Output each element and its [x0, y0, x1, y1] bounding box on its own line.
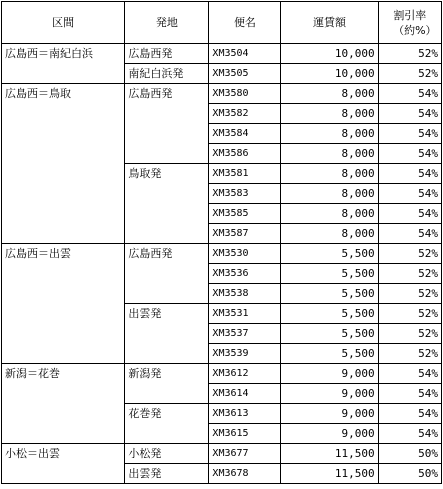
discount-cell: 54% — [378, 84, 441, 104]
route-cell: 新潟＝花巻 — [2, 364, 125, 444]
fare-cell: 5,500 — [281, 264, 378, 284]
train-cell: XM3530 — [209, 244, 281, 264]
train-cell: XM3539 — [209, 344, 281, 364]
origin-cell: 新潟発 — [125, 364, 209, 404]
discount-cell: 52% — [378, 264, 441, 284]
train-cell: XM3583 — [209, 184, 281, 204]
train-cell: XM3537 — [209, 324, 281, 344]
fare-table — [1, 1, 442, 484]
train-cell: XM3584 — [209, 124, 281, 144]
fare-cell: 5,500 — [281, 344, 378, 364]
discount-cell: 54% — [378, 144, 441, 164]
header-fare: 運賃額 — [281, 2, 378, 44]
fare-cell: 10,000 — [281, 44, 378, 64]
fare-cell: 8,000 — [281, 164, 378, 184]
train-cell: XM3585 — [209, 204, 281, 224]
header-discount — [378, 2, 441, 44]
header-origin: 発地 — [125, 2, 209, 44]
route-cell: 広島西＝鳥取 — [2, 84, 125, 244]
train-cell: XM3504 — [209, 44, 281, 64]
train-cell: XM3612 — [209, 364, 281, 384]
origin-cell: 花巻発 — [125, 404, 209, 444]
discount-cell: 54% — [378, 184, 441, 204]
fare-cell: 5,500 — [281, 284, 378, 304]
train-cell: XM3582 — [209, 104, 281, 124]
discount-cell: 52% — [378, 304, 441, 324]
discount-cell: 54% — [378, 364, 441, 384]
fare-cell: 11,500 — [281, 444, 378, 464]
route-cell: 広島西＝南紀白浜 — [2, 44, 125, 84]
origin-cell: 出雲発 — [125, 464, 209, 484]
fare-cell: 5,500 — [281, 304, 378, 324]
fare-cell: 8,000 — [281, 184, 378, 204]
header-train: 便名 — [209, 2, 281, 44]
discount-cell: 54% — [378, 104, 441, 124]
discount-cell: 54% — [378, 224, 441, 244]
train-cell: XM3536 — [209, 264, 281, 284]
fare-cell: 5,500 — [281, 244, 378, 264]
discount-cell: 54% — [378, 164, 441, 184]
header-route: 区間 — [2, 2, 125, 44]
fare-cell: 9,000 — [281, 364, 378, 384]
train-cell: XM3531 — [209, 304, 281, 324]
table-row — [2, 364, 442, 384]
train-cell: XM3538 — [209, 284, 281, 304]
discount-cell: 54% — [378, 404, 441, 424]
train-cell: XM3581 — [209, 164, 281, 184]
fare-cell: 8,000 — [281, 204, 378, 224]
header-row — [2, 2, 442, 44]
fare-cell: 8,000 — [281, 84, 378, 104]
train-cell: XM3580 — [209, 84, 281, 104]
origin-cell: 出雲発 — [125, 304, 209, 364]
table-row — [2, 44, 442, 64]
fare-cell: 8,000 — [281, 124, 378, 144]
discount-cell: 52% — [378, 284, 441, 304]
table-row — [2, 444, 442, 464]
discount-cell: 50% — [378, 444, 441, 464]
discount-cell: 52% — [378, 324, 441, 344]
discount-cell: 54% — [378, 124, 441, 144]
origin-cell: 広島西発 — [125, 84, 209, 164]
origin-cell: 広島西発 — [125, 44, 209, 64]
origin-cell: 南紀白浜発 — [125, 64, 209, 84]
train-cell: XM3615 — [209, 424, 281, 444]
train-cell: XM3613 — [209, 404, 281, 424]
table-row — [2, 244, 442, 264]
train-cell: XM3678 — [209, 464, 281, 484]
discount-cell: 54% — [378, 204, 441, 224]
fare-cell: 8,000 — [281, 104, 378, 124]
fare-cell: 8,000 — [281, 224, 378, 244]
train-cell: XM3677 — [209, 444, 281, 464]
fare-cell: 8,000 — [281, 144, 378, 164]
discount-cell: 50% — [378, 464, 441, 484]
fare-cell: 9,000 — [281, 404, 378, 424]
discount-cell: 52% — [378, 244, 441, 264]
route-cell: 広島西＝出雲 — [2, 244, 125, 364]
origin-cell: 小松発 — [125, 444, 209, 464]
train-cell: XM3586 — [209, 144, 281, 164]
header-discount-label: 割引率 — [393, 8, 427, 22]
train-cell: XM3587 — [209, 224, 281, 244]
header-discount-unit: （約%） — [393, 23, 437, 37]
fare-cell: 10,000 — [281, 64, 378, 84]
origin-cell: 広島西発 — [125, 244, 209, 304]
table-row — [2, 84, 442, 104]
route-cell: 小松＝出雲 — [2, 444, 125, 484]
discount-cell: 54% — [378, 384, 441, 404]
discount-cell: 52% — [378, 64, 441, 84]
fare-cell: 5,500 — [281, 324, 378, 344]
discount-cell: 52% — [378, 44, 441, 64]
train-cell: XM3614 — [209, 384, 281, 404]
origin-cell: 鳥取発 — [125, 164, 209, 244]
discount-cell: 52% — [378, 344, 441, 364]
discount-cell: 54% — [378, 424, 441, 444]
fare-cell: 9,000 — [281, 424, 378, 444]
fare-cell: 11,500 — [281, 464, 378, 484]
fare-cell: 9,000 — [281, 384, 378, 404]
train-cell: XM3505 — [209, 64, 281, 84]
